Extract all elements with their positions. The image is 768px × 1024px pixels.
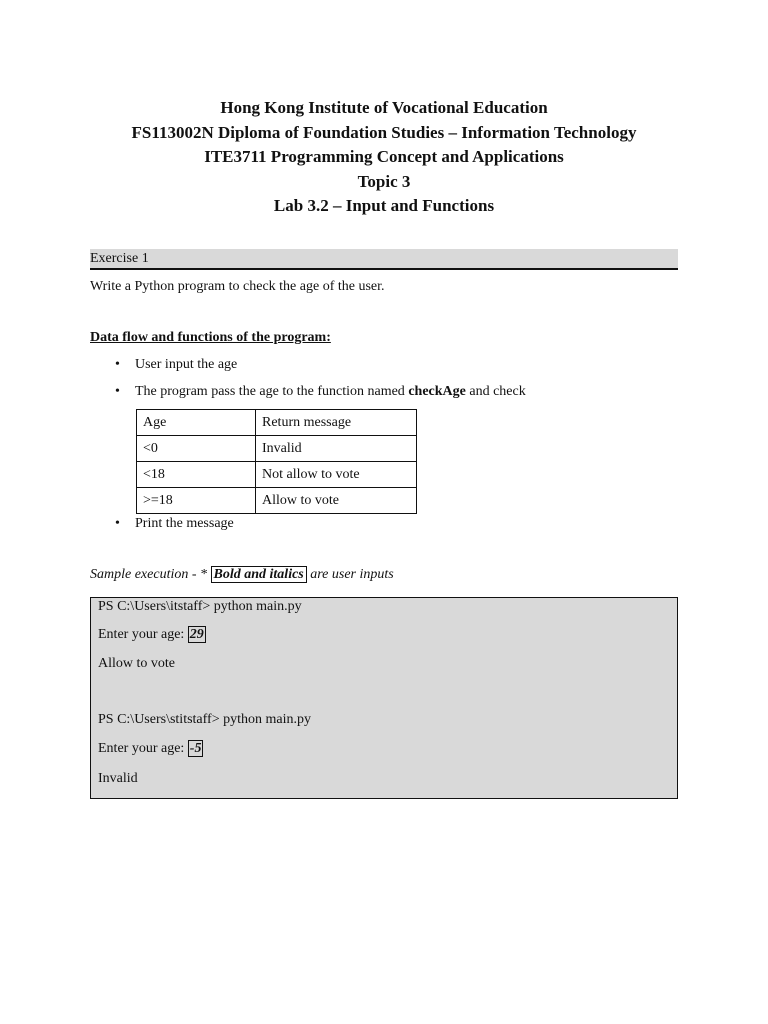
bullet-text-post: and check [465,384,526,399]
sample-boxed-text: Bold and italics [211,566,307,583]
table-cell: <0 [137,436,256,462]
table-header-cell: Return message [256,410,417,436]
terminal-prompt-line-1 [98,627,206,643]
table-cell: Allow to vote [256,488,417,514]
user-input-value: 29 [189,627,204,642]
terminal-result-1: Allow to vote [98,656,175,671]
exercise-heading-bar [90,249,678,270]
terminal-command-2: PS C:\Users\stitstaff> python main.py [98,712,311,727]
exercise-title: Exercise 1 [90,251,149,266]
table-header-row [137,410,417,436]
table-cell: <18 [137,462,256,488]
terminal-result-2: Invalid [98,771,138,786]
terminal-prompt: Enter your age: [98,627,188,642]
dataflow-heading: Data flow and functions of the program: [90,330,331,345]
table-row [137,462,417,488]
terminal-command-1: PS C:\Users\itstaff> python main.py [98,599,302,614]
table-cell: Invalid [256,436,417,462]
bullet-text: Print the message [135,516,234,531]
terminal-prompt: Enter your age: [98,741,188,756]
sample-prefix: Sample execution - * [90,567,211,582]
table-cell: Not allow to vote [256,462,417,488]
bullet-text [135,384,526,400]
bullet-text-pre: The program pass the age to the function named [135,384,409,399]
exercise-intro: Write a Python program to check the age of the user. [90,279,385,294]
table-header-cell: Age [137,410,256,436]
topic-title: Topic 3 [357,171,411,191]
bullet-icon: • [115,384,120,399]
terminal-prompt-line-2 [98,741,203,757]
table-row [137,488,417,514]
table-row [137,436,417,462]
table-cell: >=18 [137,488,256,514]
course-title: FS113002N Diploma of Foundation Studies – Information Technology [131,122,637,142]
bullet-icon: • [115,357,120,372]
sample-suffix: are user inputs [306,567,394,582]
function-name: checkAge [408,384,466,399]
institute-name: Hong Kong Institute of Vocational Education [220,98,548,117]
bullet-text: User input the age [135,357,238,372]
user-input-value: -5 [189,741,202,756]
bullet-icon: • [115,516,120,531]
age-rules-table [136,409,417,514]
module-title: ITE3711 Programming Concept and Applications [204,147,564,167]
terminal-output-box [90,597,678,799]
lab-title: Lab 3.2 – Input and Functions [273,196,495,216]
sample-execution-note [90,567,394,583]
document-header [0,96,768,219]
